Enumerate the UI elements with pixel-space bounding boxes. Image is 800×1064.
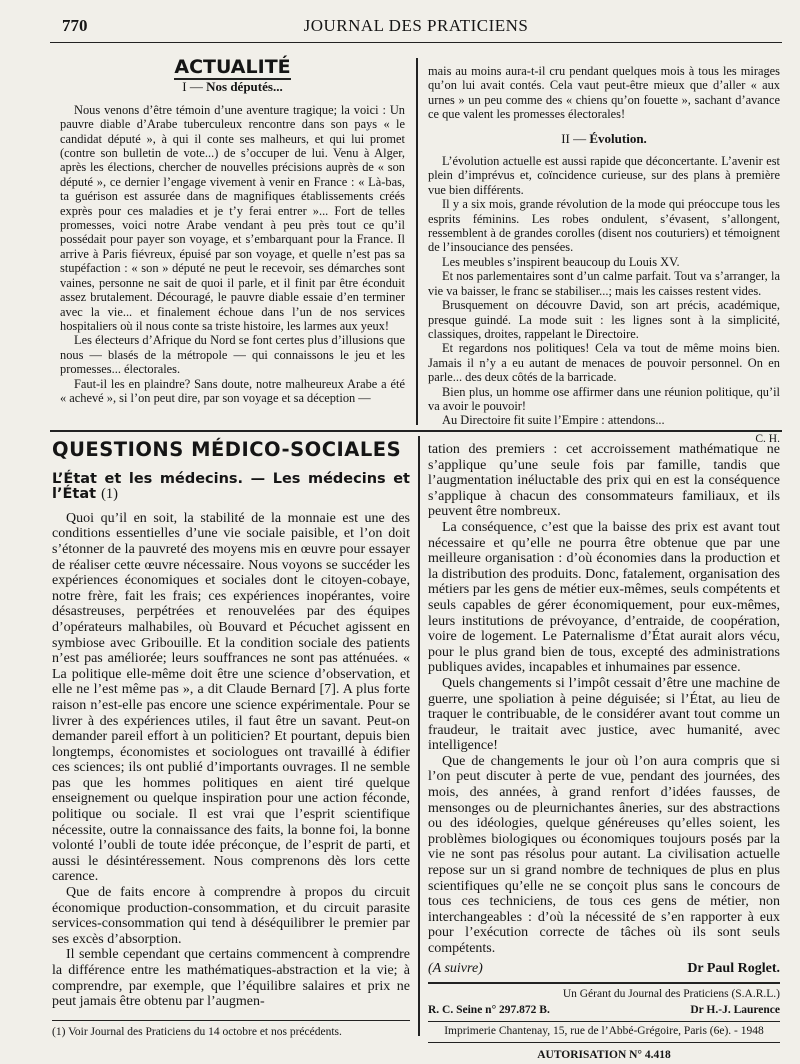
paragraph: tation des premiers : cet accroissement mathématique ne s’applique qu’une seule fois par famille, tandis que l’augmentation inéluctable des prix qui en est la conséquence s’applique à chacun des consommateurs familiaux, et ils peuvent être nombreux.	[428, 442, 780, 520]
authorisation: AUTORISATION N° 4.418	[537, 1048, 671, 1061]
paragraph: Que de faits encore à comprendre à propos du circuit économique production-consommation, et du circuit parasite services-consommation qui tend à déséquilibrer le premier par ses excès d’absorption.	[52, 885, 410, 947]
column-divider	[418, 436, 420, 1036]
paragraph: Il semble cependant que certains commencent à comprendre la différence entre les mathématiques-abstraction et la vie; à comprendre, par exemple, que l’équilibre salaires et prix ne peut jamais être obtenu par l’augmen-	[52, 947, 410, 1010]
paragraph: Bien plus, un homme ose affirmer dans une réunion politique, qu’il va avoir le pouvoir!	[428, 384, 780, 413]
paragraph: Les électeurs d’Afrique du Nord se font certes plus d’illusions que nous — blasés de la métropole — qui connaissons le jeu et les promesses... électorales.	[60, 333, 405, 377]
paragraph: Quoi qu’il en soit, la stabilité de la monnaie est une des conditions essentielles d’une vie sociale paisible, et l’on doit s’étonner de la pauvreté des moyens mis en œuvre pour essayer de réaliser cette œuvre nécessaire. Nous voyons se succéder les expériences économiques et sociales dont le citoyen-cobaye, notre frère, fait les frais; ces expériences inopérantes, voire désastreuses, perpétrées et renouvelées par des équipes d’opérateurs malhabiles, où Bouvard et Pécuchet agissent en symbiose avec Gribouille. Et la condition sociale des patients n’est pas améliorée; leurs souffrances ne sont pas atténuées. « La politique elle-même doit être une science d’observation, et elle ne l’est même pas », a dit Claude Bernard [7]. A plus forte raison n’est-elle pas encore une science expérimentale. Pour se livrer à des expériences utiles, il faut être un savant. Peut-on demander pareil effort à un politicien? Et pourtant, depuis bien longtemps, économistes et sociologues ont travaillé à édifier ces sciences; ils ont publié d’importants ouvrages. Il ne semble pas que les hommes politiques en aient tiré quelque enseignement ou quelque inspiration pour une action féconde, politique ou sociale. Il est vrai que l’esprit scientifique nécessite, outre la connaissance des faits, la bonne foi, la bonne volonté l’oubli de toute idée préconçue, de l’esprit de parti, et aussi le désintéressement. Nous comprenons dès lors cette carence.	[52, 510, 410, 885]
paragraph: Que de changements le jour où l’on aura compris que si l’on peut discuter à perte de vue, pendant des journées, des mois, des années, à grand renfort d’idées fausses, de mensonges ou de pleurnichantes âneries, sur des abstractions ou des idéologies, quelque généreuses qu’elles soient, les problèmes biologiques ou économiques toujours posés par la vie ne sont pas résolus pour autant. La civilisation actuelle repose sur un si grand nombre de techniques de plus en plus scientifiques qu’elle ne se conçoit plus sans le concours de tous ces techniciens, de tous ces gens de métier, non interchangeables : d’où la nécessité de s’en rapporter à eux pour l’exécution correcte de tâches où ils sont seuls compétents.	[428, 753, 780, 956]
to-follow-line	[428, 961, 780, 977]
questions-title: QUESTIONS MÉDICO-SOCIALES	[52, 438, 402, 461]
rc-line	[428, 1003, 780, 1019]
paragraph: Nous venons d’être témoin d’une aventure tragique; la voici : Un pauvre diable d’Arabe tuberculeux rencontre dans son pays « le candidat député », à qui il conte ses malheurs, et qui lui promet (contre son bulletin de vote...) de s’occuper de lui. Venu à Alger, après les élections, chercher de nouvelles précisions auprès de « son député », ce dernier l’engage vivement à venir en France : « Là-bas, ta guérison est assurée dans de magnifiques établissements créés exprès pour ces maladies et je t’y ferai entrer »... Fort de telles promesses, voici notre Arabe vendant à peu près tout ce qu’il possédait pour payer son voyage, et s’embarquant pour la France. Il arrive à Paris fiévreux, épuisé par son voyage, et quelle n’est pas sa stupéfaction : « son » député ne peut le recevoir, ses démarches sont vaines, personne ne sait de quoi il parle, et il finit par être éconduit assez brutalement. Découragé, le pauvre diable essaie d’en terminer avec la vie... et finalement échoue dans l’un de nos services hospitaliers où il nous conte sa triste histoire, les larmes aux yeux!	[60, 102, 405, 333]
page-number: 770	[62, 16, 88, 35]
questions-subtitle: L’État et les médecins. — Les médecins et l’État (1)	[52, 470, 410, 503]
footnote: (1) Voir Journal des Praticiens du 14 octobre et nos précédents.	[52, 1020, 410, 1041]
imprint	[428, 982, 780, 1063]
paragraph: Et regardons nos politiques! Cela va tout de même moins bien. Jamais il n’y a eu autant de menaces de pouvoir personnel. On en parle... des deux côtés de la barricade.	[428, 341, 780, 385]
paragraph: mais au moins aura-t-il cru pendant quelques mois à tous les mirages qu’on lui avait contés. Cela vaut peut-être mieux que d’aller « aux urnes » un peu comme des « chiens qu’on fouette », sachant d’avance ce que valent les promesses électorales!	[428, 64, 780, 122]
author: Dr Paul Roglet.	[687, 960, 780, 976]
printer-line: Imprimerie Chantenay, 15, rue de l’Abbé-Grégoire, Paris (6e). - 1948	[428, 1021, 780, 1043]
actualite-col-1	[60, 58, 405, 405]
page-header	[50, 12, 782, 43]
part2-heading: II — Évolution.	[561, 130, 647, 146]
rc-number: R. C. Seine n° 297.872 B.	[428, 1003, 550, 1016]
journal-title: JOURNAL DES PRATICIENS	[303, 16, 529, 35]
paragraph: Quels changements si l’impôt cessait d’être une machine de guerre, une spoliation à peine déguisée; si l’État, au lieu de traquer le contribuable, de le considérer avant tout comme un fraudeur, le traitait avec justice, avec humanité, avec intelligence!	[428, 675, 780, 754]
signature: C. H.	[755, 432, 780, 445]
questions-col-2	[428, 442, 780, 1064]
paragraph: Brusquement on découvre David, son art précis, académique, presque guindé. La mode suit : les lignes sont à la simplicité, classiques, droites, rappelant le Directoire.	[428, 298, 780, 341]
questions-col-1	[52, 438, 410, 1040]
to-follow: (A suivre)	[428, 960, 483, 976]
paragraph: La conséquence, c’est que la baisse des prix est avant tout nécessaire et qu’elle ne pourra être obtenue que par une meilleure organisation : d’où économies dans la production et la distribution des produits. Donc, fatalement, organisation des métiers par les gens de métier eux-mêmes, seuls compétents et seuls capables de gérer économiquement, pour eux-mêmes, leurs institutions de prévoyance, d’entraide, de coopération, voire de logement. Le Paternalisme d’État aurait alors vécu, pour le plus grand bien de tous, excepté des administrations publiques avides, incapables et inhumaines par essence.	[428, 519, 780, 676]
paragraph: Il y a six mois, grande révolution de la mode qui préoccupe tous les esprits féminins. Les robes ondulent, s’évasent, s’allongent, ressemblent à de grandes corolles (disent nos couturiers) et témoignent de l’insouciance des pensées.	[428, 197, 780, 255]
section-divider	[50, 430, 782, 432]
actualite-col-2	[428, 64, 780, 446]
gerant-line: Un Gérant du Journal des Praticiens (S.A.R.L.)	[562, 988, 780, 1001]
paragraph: Les meubles s’inspirent beaucoup du Louis XV.	[442, 254, 680, 269]
paragraph: Et nos parlementaires sont d’un calme parfait. Tout va s’arranger, la vie va baisser, le franc se stabiliser...; mais les caisses restent vides.	[428, 269, 780, 298]
paragraph: Faut-il les en plaindre? Sans doute, notre malheureux Arabe a été « achevé », si l’on peut dire, par son voyage et sa déception —	[60, 376, 405, 405]
paragraph: L’évolution actuelle est aussi rapide que déconcertante. L’avenir est plein d’imprévus et, coïncidence curieuse, sur des plans à première vue bien différents.	[428, 154, 780, 197]
director: Dr H.-J. Laurence	[690, 1003, 780, 1016]
paragraph: Au Directoire fit suite l’Empire : attendons...	[442, 413, 665, 428]
column-divider	[416, 58, 418, 425]
actualite-title: ACTUALITÉ	[174, 56, 291, 78]
part1-heading: I — Nos députés...	[182, 79, 283, 95]
